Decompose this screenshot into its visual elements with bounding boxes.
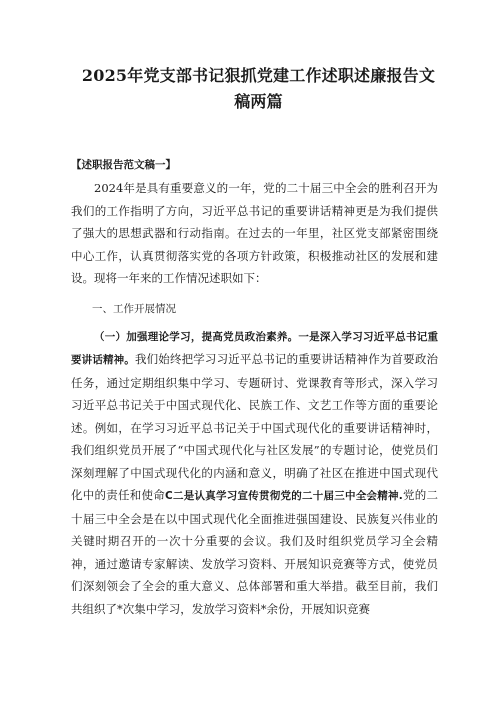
document-title: 2025年党支部书记狠抓党建工作述职述廉报告文稿两篇: [81, 66, 436, 111]
subsection-lead: （一）加强理论学习，提高党员政治素养。一是深入学习习近平总书记重要讲话精神。: [71, 330, 438, 366]
section-label: 【述职报告范文稿一】: [71, 159, 176, 171]
subsection-bold-b: C二是认真学习宣传贯彻党的二十届三中全会精神.: [165, 490, 403, 502]
subsection-body-c: 党的二十届三中全会是在以中国式现代化全面推进强国建设、民族复兴伟业的关键时期召开的一次十分重要的会议。我们及时组织党员学习全会精神，通过邀请专家解读、发放学习资料、开展知识竞赛等方式，使党员们深刻领会了全会的重大意义、总体部署和重大举措。截至目前，我们共组织了*次集中学习，发放学习资料*余份，开展知识竞赛: [71, 488, 439, 616]
subsection-theory-study: [71, 325, 438, 621]
heading-work-progress: 一、工作开展情况: [92, 302, 176, 315]
subsection-body-a: 我们始终把学习习近平总书记的重要讲话精神作为首要政治任务，通过定期组织集中学习、专题研讨、党课教育等形式，深入学习习近平总书记关于中国式现代化、民族工作、文艺工作等方面的重要论述。例如，在学习习近平总书记关于中国式现代化的重要讲话精神时，我们组织党员开展了“中国式现代化与社区发展”的专题讨论，使党员们深刻理解了中国式现代化的内涵和意义，明确了社区在推进中国式现代化中的责任和使命: [71, 352, 438, 502]
intro-paragraph: 2024年是具有重要意义的一年，党的二十届三中全会的胜利召开为我们的工作指明了方向，习近平总书记的重要讲话精神更是为我们提供了强大的思想武器和行动指南。在过去的一年里，社区党支部紧密围绕中心工作，认真贯彻落实党的各项方针政策，积极推动社区的发展和建设。现将一年来的工作情况述职如下：: [71, 181, 438, 285]
